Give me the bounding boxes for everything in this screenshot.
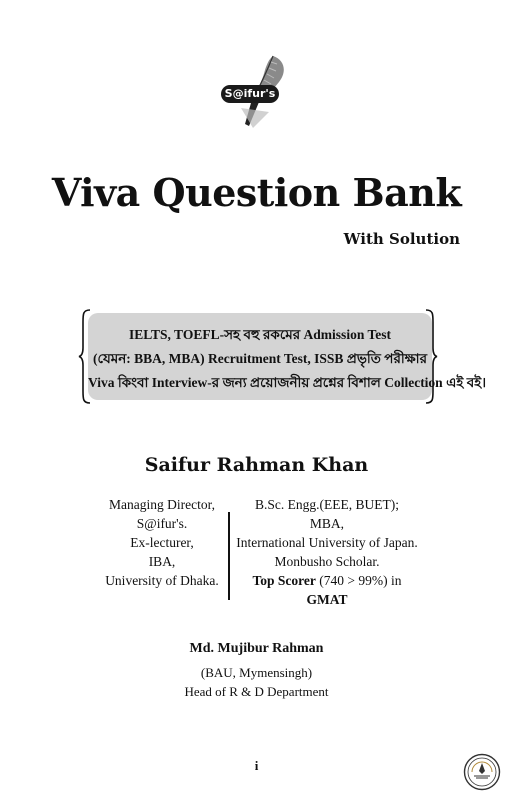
top-scorer-detail: (740 > 99%) in <box>319 573 402 588</box>
info-line-2: (যেমন: BBA, MBA) Recruitment Test, ISSB প্রভৃতি পরীক্ষার <box>92 351 428 366</box>
credential-line: IBA, <box>148 554 176 569</box>
credential-line: MBA, <box>309 516 345 531</box>
credential-line: International University of Japan. <box>236 535 418 550</box>
top-scorer-test: GMAT <box>306 592 348 607</box>
author-credentials-right <box>232 495 422 609</box>
publisher-seal-icon <box>463 753 501 791</box>
right-brace-icon <box>424 308 438 405</box>
info-line-1: IELTS, TOEFL-সহ বহু রকমের Admission Test <box>129 327 391 342</box>
info-box <box>88 313 487 400</box>
top-scorer-line <box>232 571 422 609</box>
author-name: Saifur Rahman Khan <box>144 454 369 476</box>
credential-line: S@ifur's. <box>136 516 188 531</box>
credential-line: Ex-lecturer, <box>130 535 194 550</box>
logo-label: S@ifur's <box>221 85 279 103</box>
editor-name: Md. Mujibur Rahman <box>189 641 324 656</box>
editor-affiliation: (BAU, Mymensingh) <box>200 665 313 680</box>
credential-line: Monbusho Scholar. <box>274 554 380 569</box>
author-credentials-left <box>92 495 232 590</box>
credential-line: B.Sc. Engg.(EEE, BUET); <box>255 497 399 512</box>
page-number: i <box>254 758 259 773</box>
column-divider <box>228 512 230 600</box>
credential-line: University of Dhaka. <box>105 573 219 588</box>
page-subtitle: With Solution <box>343 230 460 248</box>
info-line-3: Viva কিংবা Interview-র জন্য প্রয়োজনীয় প্রশ্নের বিশাল Collection এই বই। <box>88 375 487 390</box>
publisher-logo <box>213 52 299 132</box>
page-title: Viva Question Bank <box>51 170 462 215</box>
editor-role: Head of R & D Department <box>184 684 329 699</box>
top-scorer-label: Top Scorer <box>252 573 316 588</box>
credential-line: Managing Director, <box>109 497 215 512</box>
